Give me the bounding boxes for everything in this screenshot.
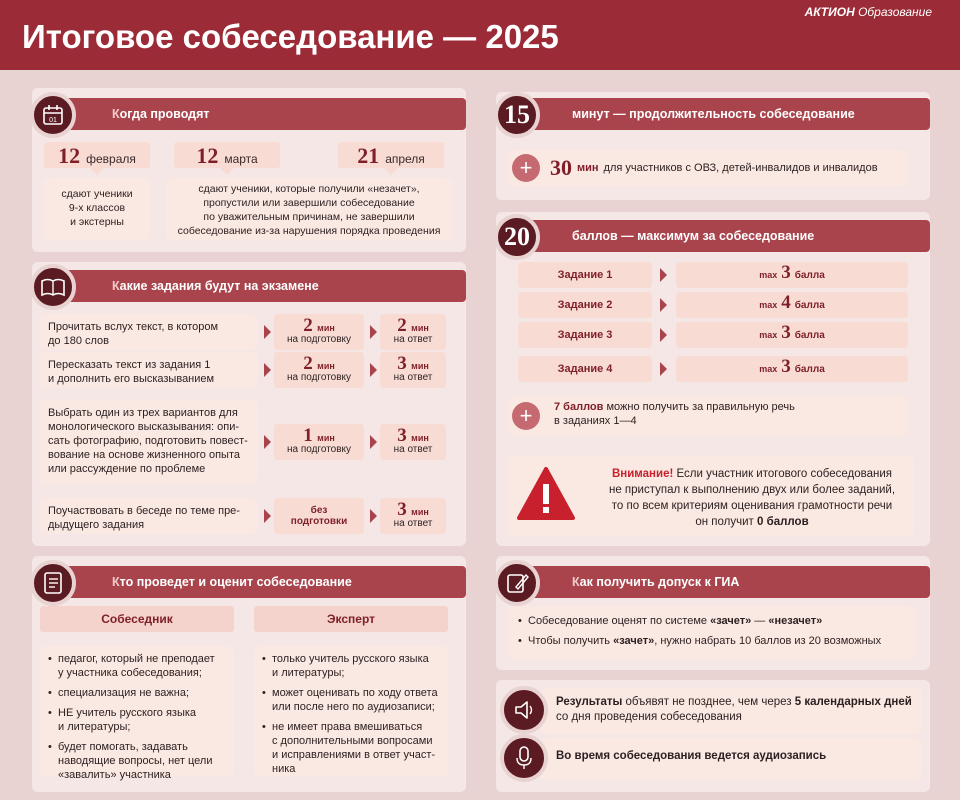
checklist-icon <box>30 560 76 606</box>
role-interlocutor-head: Собеседник <box>40 606 234 632</box>
gia-title: ак получить допуск к ГИА <box>579 575 740 589</box>
task-row-1-text: Прочитать вслух текст, в котором до 180 слов <box>40 314 258 350</box>
score-header: баллов — максимум за собеседование <box>516 220 930 252</box>
max-label: max <box>759 364 778 374</box>
task-row-2-ans <box>380 352 446 388</box>
score-label: Задание 3 <box>518 322 652 348</box>
list-item <box>518 614 906 628</box>
score-label: Задание 4 <box>518 356 652 382</box>
max-val: 3 <box>781 322 791 343</box>
gia-header <box>516 566 930 598</box>
results-line2: со дня проведения собеседования <box>556 711 742 723</box>
results-row-2: Во время собеседования ведется аудиозапись <box>540 738 922 780</box>
duration-num: 15 <box>504 100 530 129</box>
prep-sub: на подготовку <box>286 371 352 383</box>
task-row-4-ans <box>380 498 446 534</box>
arrow <box>660 362 667 376</box>
list-item: • не имеет права вмешиваться с дополнительными вопросами и исправлениями в ответ участ- ника <box>262 720 440 776</box>
caret <box>220 168 234 175</box>
microphone-icon <box>500 734 548 782</box>
arrow <box>660 268 667 282</box>
plus-icon: + <box>512 154 540 182</box>
arrow <box>264 435 271 449</box>
ans-num: 3 <box>397 424 407 446</box>
list-item: • может оценивать по ходу ответа или после него по аудиозаписи; <box>262 686 440 714</box>
date-month: февраля <box>86 152 136 166</box>
results-bold2: 5 календарных дней <box>794 696 912 708</box>
results-row-1 <box>540 688 922 734</box>
list-item <box>518 634 906 648</box>
pencil-note-icon <box>494 560 540 606</box>
warning-icon <box>516 466 576 522</box>
duration-num-circle <box>494 92 540 138</box>
results-bold: Результаты <box>556 696 623 708</box>
score-row-2 <box>518 292 908 318</box>
arrow <box>660 298 667 312</box>
score-num-circle <box>494 214 540 260</box>
gia-text: — <box>751 615 769 627</box>
interlocutor-list-box <box>40 646 234 781</box>
interlocutor-list <box>48 652 226 782</box>
list-item: • только учитель русского языка и литературы; <box>262 652 440 680</box>
brand-logo <box>805 5 932 19</box>
tasks-title-first: К <box>112 279 120 293</box>
date-day: 12 <box>196 143 219 168</box>
ans-sub: на ответ <box>393 517 433 529</box>
extra-unit: мин <box>577 162 599 174</box>
max-unit: балла <box>794 300 825 311</box>
score-value <box>676 356 908 382</box>
task-row-1-ans <box>380 314 446 350</box>
prep-unit: мин <box>317 432 335 443</box>
ans-sub: на ответ <box>393 371 433 383</box>
arrow <box>264 325 271 339</box>
duration-header: минут — продолжительность собеседование <box>516 98 930 130</box>
bonus-text: можно получить за правильную речь <box>606 401 795 413</box>
task-row-2-prep <box>274 352 364 388</box>
ans-sub: на ответ <box>393 333 433 345</box>
warning-label: Внимание! <box>611 468 674 480</box>
expert-list <box>262 652 440 776</box>
who-header <box>52 566 466 598</box>
gia-bold: «зачет» <box>613 635 655 647</box>
gia-bold: «незачет» <box>768 615 823 627</box>
gia-title-first: К <box>572 575 580 589</box>
arrow <box>370 325 377 339</box>
speaker-icon <box>500 686 548 734</box>
ans-num: 2 <box>397 314 407 336</box>
task-row-4-text: Поучаствовать в беседе по теме пре- дыдущего задания <box>40 498 258 534</box>
gia-bold: «зачет» <box>710 615 752 627</box>
date-apr <box>338 142 444 168</box>
prep-num: 2 <box>303 352 313 374</box>
prep-num: 2 <box>303 314 313 336</box>
score-label: Задание 1 <box>518 262 652 288</box>
max-val: 3 <box>781 262 791 283</box>
max-unit: балла <box>794 330 825 341</box>
list-item: • НЕ учитель русского языка и литературы; <box>48 706 226 734</box>
page-title: Итоговое собеседование — 2025 <box>22 18 559 55</box>
score-row-3 <box>518 322 908 348</box>
date-feb <box>44 142 150 168</box>
score-row-1 <box>518 262 908 288</box>
max-val: 4 <box>781 292 791 313</box>
book-icon <box>30 264 76 310</box>
who-title: то проведет и оценит собеседование <box>119 575 352 589</box>
when-title-first: К <box>112 107 120 121</box>
date-day: 12 <box>58 143 81 168</box>
who-title-first: К <box>112 575 120 589</box>
date-day: 21 <box>357 143 380 168</box>
arrow <box>370 363 377 377</box>
score-value <box>676 262 908 288</box>
arrow <box>370 435 377 449</box>
prep-unit: мин <box>317 360 335 371</box>
date-month: апреля <box>385 152 425 166</box>
bonus-line2: в заданиях 1—4 <box>554 415 637 427</box>
caret <box>384 168 398 175</box>
ans-unit: мин <box>411 432 429 443</box>
extra-num: 30 <box>550 155 572 180</box>
brand-sub: Образование <box>858 5 932 19</box>
ans-sub: на ответ <box>393 443 433 455</box>
prep-sub: на подготовку <box>286 333 352 345</box>
ans-unit: мин <box>411 506 429 517</box>
when-note-right: сдают ученики, которые получили «незачет», пропустили или завершили собеседование по уважительным причинам, не завершили собеседование из-за нарушения порядка проведения <box>166 178 452 240</box>
max-label: max <box>759 330 778 340</box>
gia-items <box>518 614 906 648</box>
list-item: • будет помогать, задавать наводящие вопросы, нет цели «завалить» участника <box>48 740 226 782</box>
prep-num: 1 <box>303 424 313 446</box>
gia-text: Чтобы получить <box>528 635 614 647</box>
brand-main: АКТИОН <box>804 5 855 19</box>
when-title: огда проводят <box>119 107 210 121</box>
score-num: 20 <box>504 222 530 251</box>
tasks-title: акие задания будут на экзамене <box>119 279 319 293</box>
calendar-icon <box>30 92 76 138</box>
max-unit: балла <box>794 270 825 281</box>
score-value <box>676 322 908 348</box>
header <box>0 0 960 70</box>
prep-unit: без <box>310 505 328 516</box>
duration-extra <box>508 150 908 186</box>
role-expert-head: Эксперт <box>254 606 448 632</box>
arrow <box>264 363 271 377</box>
warning-box <box>508 456 914 536</box>
warning-line2: не приступал к выполнению двух или более заданий, <box>608 484 896 496</box>
warning-line4: он получит <box>695 516 754 528</box>
gia-text: , нужно набрать 10 баллов из 20 возможных <box>654 635 882 647</box>
when-header <box>52 98 466 130</box>
score-value <box>676 292 908 318</box>
max-label: max <box>759 270 778 280</box>
warning-line3: то по всем критериям оценивания грамотности речи <box>611 500 893 512</box>
score-row-4 <box>518 356 908 382</box>
score-label: Задание 2 <box>518 292 652 318</box>
expert-list-box <box>254 646 448 776</box>
gia-text: Собеседование оценят по системе <box>528 615 711 627</box>
results-text: объявят не позднее, чем через <box>622 696 795 708</box>
tasks-header <box>52 270 466 302</box>
task-row-3-prep <box>274 424 364 460</box>
arrow <box>370 509 377 523</box>
list-item: • педагог, который не преподает у участника собеседования; <box>48 652 226 680</box>
task-row-3-ans <box>380 424 446 460</box>
ans-unit: мин <box>411 322 429 333</box>
date-month: марта <box>224 152 258 166</box>
bonus-bold: 7 баллов <box>554 401 604 413</box>
bonus-box <box>508 396 908 436</box>
ans-unit: мин <box>411 360 429 371</box>
svg-text:01: 01 <box>49 117 57 124</box>
ans-num: 3 <box>397 352 407 374</box>
task-row-2-text: Пересказать текст из задания 1 и дополнить его высказыванием <box>40 352 258 388</box>
max-val: 3 <box>781 356 791 377</box>
gia-list <box>508 606 916 660</box>
prep-sub: на подготовку <box>286 443 352 455</box>
caret <box>90 168 104 175</box>
max-unit: балла <box>794 364 825 375</box>
extra-text: для участников с ОВЗ, детей-инвалидов и инвалидов <box>603 162 878 174</box>
prep-sub: подготовки <box>290 516 348 527</box>
warning-line1: Если участник итогового собеседования <box>676 468 893 480</box>
warning-bold: 0 баллов <box>757 516 809 528</box>
warning-text <box>592 466 912 530</box>
date-mar <box>174 142 280 168</box>
max-label: max <box>759 300 778 310</box>
prep-unit: мин <box>317 322 335 333</box>
arrow <box>264 509 271 523</box>
task-row-1-prep <box>274 314 364 350</box>
task-row-3-text: Выбрать один из трех вариантов для монологического высказывания: опи- сать фотографию, подготовить повест- вование на основе жизненного опыта или рассуждение по проблеме <box>40 400 258 484</box>
ans-num: 3 <box>397 498 407 520</box>
plus-icon: + <box>512 402 540 430</box>
list-item: • специализация не важна; <box>48 686 226 700</box>
arrow <box>660 328 667 342</box>
when-note-left: сдают ученики 9-х классов и экстерны <box>44 178 150 240</box>
task-row-4-prep <box>274 498 364 534</box>
